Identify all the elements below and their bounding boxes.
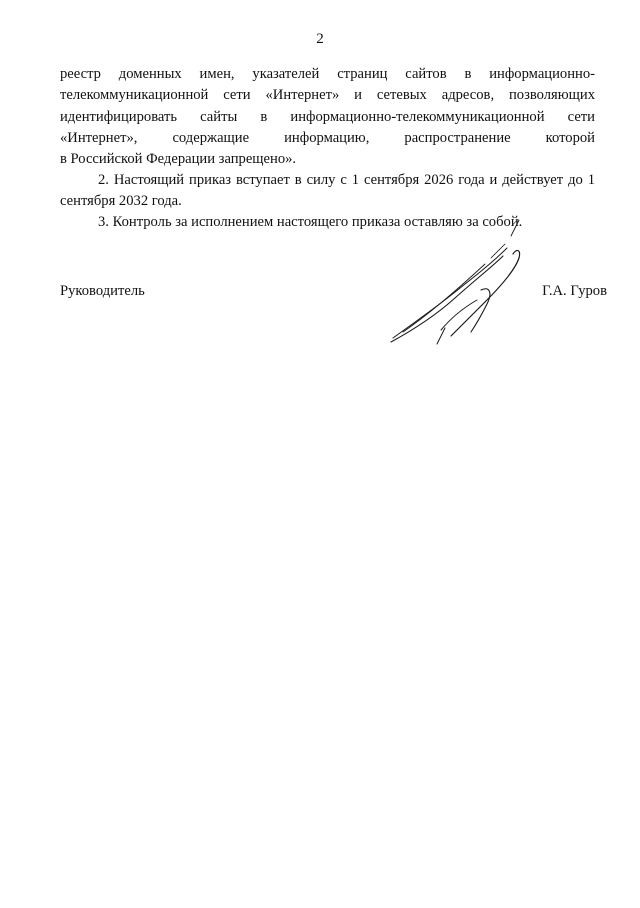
paragraph-continued-line-2: телекоммуникационной сети «Интернет» и сетевых адресов, позволяющих [60,87,595,104]
handwritten-signature [385,218,535,348]
paragraph-continued-line-3: идентифицировать сайты в информационно-телекоммуникационной сети [60,108,595,125]
order-item-3: 3. Контроль за исполнением настоящего приказа оставляю за собой. [98,214,523,231]
paragraph-continued-line-1: реестр доменных имен, указателей страниц сайтов в информационно- [60,66,595,82]
paragraph-continued-line-5: в Российской Федерации запрещено». [60,151,297,168]
page-number: 2 [316,31,324,47]
paragraph-continued-line-4: «Интернет», содержащие информацию, распространение которой [60,129,595,146]
signer-name: Г.А. Гуров [542,283,607,299]
order-item-2: 2. Настоящий приказ вступает в силу с 1 сентября 2026 года и действует до 1 сентября 2032 года. [60,172,595,209]
signer-title: Руководитель [60,283,145,299]
document-body [60,64,595,233]
